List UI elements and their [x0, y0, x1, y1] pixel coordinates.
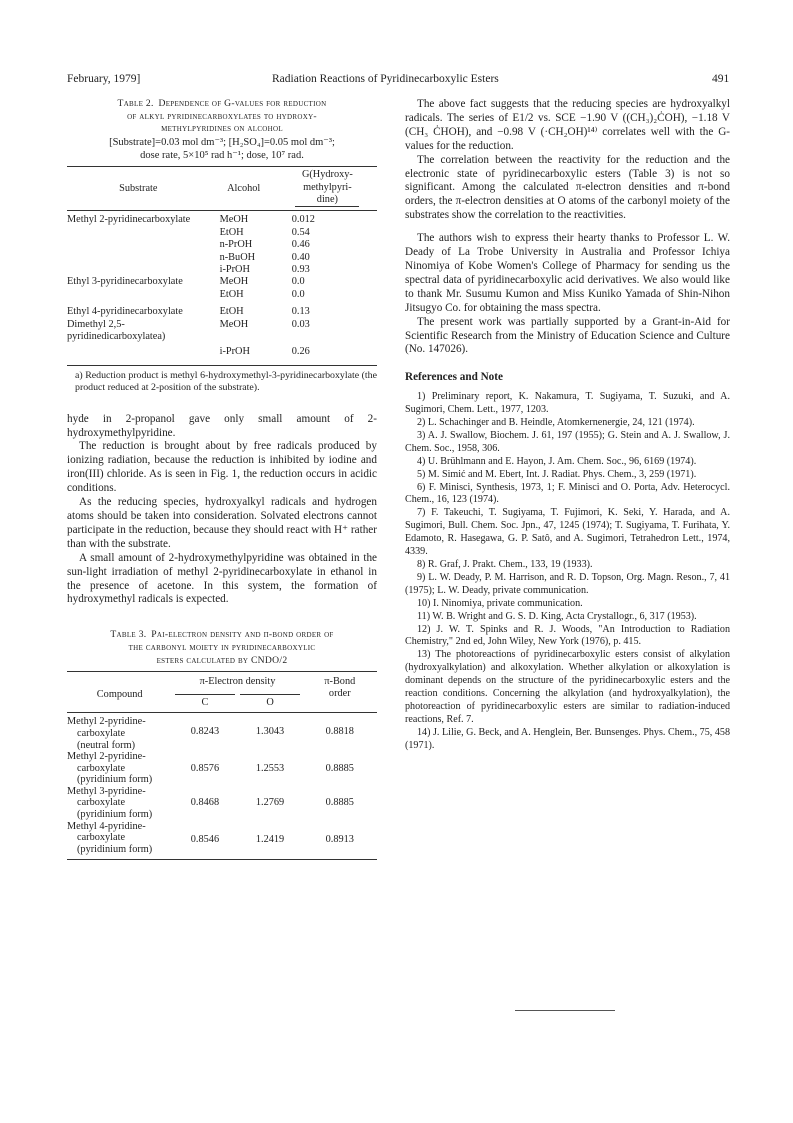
- reference-item: 10) I. Ninomiya, private communication.: [417, 597, 583, 609]
- reference-item: 1) Preliminary report, K. Nakamura, T. Sugiyama, T. Suzuki, and A. Sugimori, Chem. Lett., 1977, 1203.: [405, 391, 730, 416]
- table3-col-bond-order: π-Bond order: [324, 676, 356, 699]
- reference-item: 8) R. Graf, J. Prakt. Chem., 133, 19 (1933).: [417, 559, 593, 570]
- table2-footnote: a) Reduction product is methyl 6-hydroxymethyl-3-pyridinecarboxylate (the product reduced at 2-position of the substrate).: [75, 369, 377, 394]
- table2-row: Ethyl 4-pyridinecarboxylate EtOH 0.13: [67, 306, 310, 318]
- references-list: [405, 391, 730, 752]
- reference-item: 9) L. W. Deady, P. M. Harrison, and R. D. Topson, Org. Magn. Reson., 7, 41 (1975); L. W. Deady, private communication.: [405, 571, 730, 596]
- table3: [67, 671, 377, 860]
- table2-row: Dimethyl 2,5-pyridinedicarboxylatea) MeOH 0.03: [67, 318, 310, 343]
- table2-col-substrate: Substrate: [119, 182, 158, 194]
- reference-item: 5) M. Simić and M. Ebert, Int. J. Radiat. Phys. Chem., 3, 259 (1971).: [417, 468, 697, 480]
- reference-item: 7) F. Takeuchi, T. Sugiyama, T. Fujimori, K. Seki, Y. Harada, and A. Sugimori, Bull. Chem. Soc. Jpn., 47, 1245 (1974); T. Sugiyama, T. Furihata, Y. Edamoto, R. Hasegawa, G. P. Satô, and A. Sugimori, Tetrahedron Lett., 1974, 4339.: [405, 507, 730, 558]
- table2-row: i-PrOH 0.26: [67, 343, 377, 365]
- right-column: [405, 98, 730, 753]
- reference-item: 12) J. W. T. Spinks and R. J. Woods, "An Introduction to Radiation Chemistry," 2nd ed, John Wiley, New York (1976), p. 415.: [405, 623, 730, 648]
- table2: [67, 166, 377, 365]
- table2-title-line3: methylpyridines on alcohol: [161, 123, 283, 135]
- table2-col-alcohol: Alcohol: [227, 182, 261, 194]
- table2-conditions-1: [Substrate]=0.03 mol dm⁻³; [H₂SO₄]=0.05 mol dm⁻³;: [109, 136, 335, 148]
- page-number: 491: [712, 73, 730, 85]
- left-paragraph-2: The reduction is brought about by free radicals produced by ionizing radiation, because the reduction is inhibited by iodine and iron(III) chloride. As is seen in Fig. 1, the reduction occurs in acidic conditions.: [67, 440, 377, 495]
- table2-title-line2: of alkyl pyridinecarboxylates to hydroxy-: [127, 110, 317, 122]
- table2-title-line1: Dependence of G-values for reduction: [158, 98, 327, 109]
- running-header-title: Radiation Reactions of Pyridinecarboxylic Esters: [272, 73, 499, 85]
- reference-item: 11) W. B. Wright and G. S. D. King, Acta Crystallogr., 6, 317 (1953).: [417, 610, 697, 622]
- table3-row: Methyl 2-pyridine- carboxylate (neutral form) 0.8243 1.3043 0.8818: [67, 713, 377, 751]
- reference-item: 3) A. J. Swallow, Biochem. J. 61, 197 (1955); G. Stein and A. J. Swallow, J. Chem. Soc., 1958, 306.: [405, 429, 730, 454]
- table3-row: Methyl 4-pyridine- carboxylate (pyridinium form) 0.8546 1.2419 0.8913: [67, 821, 377, 860]
- running-header-date: February, 1979]: [67, 73, 141, 85]
- right-paragraph-2: The correlation between the reactivity for the reduction and the electronic state of pyridinecarboxylic esters (Table 3) is not so significant. Among the calculated π-electron densities and π-bond orders, the π-electron densities at O atoms of the carbonyl moiety of the substrates show the correlation to the reactivities.: [405, 153, 730, 222]
- table2-conditions-2: dose rate, 5×10⁵ rad h⁻¹; dose, 10⁷ rad.: [140, 150, 304, 162]
- reference-item: 2) L. Schachinger and B. Heindle, Atomkernenergie, 24, 121 (1974).: [417, 417, 695, 429]
- table2-row: n-BuOH 0.40: [219, 251, 310, 263]
- table2-row: EtOH 0.54: [219, 226, 310, 238]
- right-paragraph-1: The above fact suggests that the reducing species are hydroxyalkyl radicals. The series of E1/2 vs. SCE −1.90 V ((CH₃)₂ĊOH), −1.18 V (CH₃ ĊHOH), and −0.98 V (·CH₂OH)¹⁴⁾ correlates well with the G-values for the reduction.: [405, 98, 730, 152]
- table2-col-g-value: G(Hydroxy-methylpyri-dine): [278, 167, 377, 211]
- table2-label: Table 2.: [117, 98, 154, 109]
- table3-col-c: C: [172, 688, 237, 713]
- table3-row: Methyl 2-pyridine- carboxylate (pyridinium form) 0.8576 1.2553 0.8885: [67, 751, 354, 786]
- funding-paragraph: The present work was partially supported by a Grant-in-Aid for Scientific Research from the Ministry of Education Science and Culture (No. 147026).: [405, 315, 730, 356]
- table3-col-o: O: [238, 688, 303, 713]
- table2-row: Ethyl 3-pyridinecarboxylate MeOH 0.0: [67, 276, 305, 288]
- table2-row: n-PrOH 0.46: [219, 239, 310, 251]
- table2-row: EtOH 0.0: [219, 288, 305, 300]
- table3-col-compound: Compound: [96, 689, 143, 701]
- left-column: [67, 98, 377, 860]
- table3-title-line2: the carbonyl moiety in pyridinecarboxylic: [128, 641, 316, 653]
- left-paragraph-1: hyde in 2-propanol gave only small amount of 2-hydroxymethylpyridine.: [67, 412, 377, 439]
- table2-row: Methyl 2-pyridinecarboxylate MeOH 0.012: [67, 211, 377, 227]
- reference-item: 4) U. Brühlmann and E. Hayon, J. Am. Chem. Soc., 96, 6169 (1974).: [417, 455, 697, 467]
- table3-caption: [67, 629, 377, 667]
- table2-row: i-PrOH 0.93: [219, 264, 310, 275]
- reference-item: 13) The photoreactions of pyridinecarboxylic esters consist of alkylation (hydroxyalkylation) and alkoxylation. Whether alkylation or alkoxylation is dominant depends on the structure of the pyridinecarboxylic esters and the reaction conditions. Concerning the alkylation (and hydroxyalkylation), the photoreaction of pyridinecarboxylic esters are similar to radiation-induced reactions, Ref. 7.: [405, 649, 730, 725]
- reference-item: 14) J. Lilie, G. Beck, and A. Henglein, Ber. Bunsenges. Phys. Chem., 75, 458 (1971).: [405, 726, 730, 751]
- table3-row: Methyl 3-pyridine- carboxylate (pyridinium form) 0.8468 1.2769 0.8885: [67, 785, 354, 821]
- references-heading: References and Note: [405, 371, 503, 384]
- left-paragraph-3: As the reducing species, hydroxyalkyl radicals and hydrogen atoms should be taken into consideration. Solvated electrons cannot participate in the reduction, because they should react with H⁺ rather than with the substrate.: [67, 496, 377, 550]
- acknowledgment-paragraph: The authors wish to express their hearty thanks to Professor L. W. Deady of La Trobe University in Australia and Professor Ichiya Ninomiya of Kobe Women's College of Pharmacy for sending us the spectral data of pyridinecarboxylic acid derivatives. We also would like to thank Mr. Susumu Kumon and Miss Kuniko Yamada of Shin-Nihon Jitsugyo Co. for obtaining the mass spectra.: [405, 232, 730, 314]
- table2-caption: [67, 98, 377, 136]
- table3-title-line3: esters calculated by CNDO/2: [156, 654, 288, 666]
- table3-label: Table 3.: [110, 629, 147, 641]
- table3-col-density: π-Electron density: [199, 676, 276, 688]
- left-paragraph-4: A small amount of 2-hydroxymethylpyridine was obtained in the sun-light irradiation of methyl 2-pyridinecarboxylate in ethanol in the presence of acetone. In this system, the formation of hydroxymethyl radicals is expected.: [67, 551, 377, 606]
- end-rule-divider: [515, 1010, 615, 1011]
- table3-title-line1: Pai-electron density and π-bond order of: [151, 629, 334, 641]
- reference-item: 6) F. Minisci, Synthesis, 1973, 1; F. Minisci and O. Porta, Adv. Heterocycl. Chem., 16, 123 (1974).: [405, 481, 730, 506]
